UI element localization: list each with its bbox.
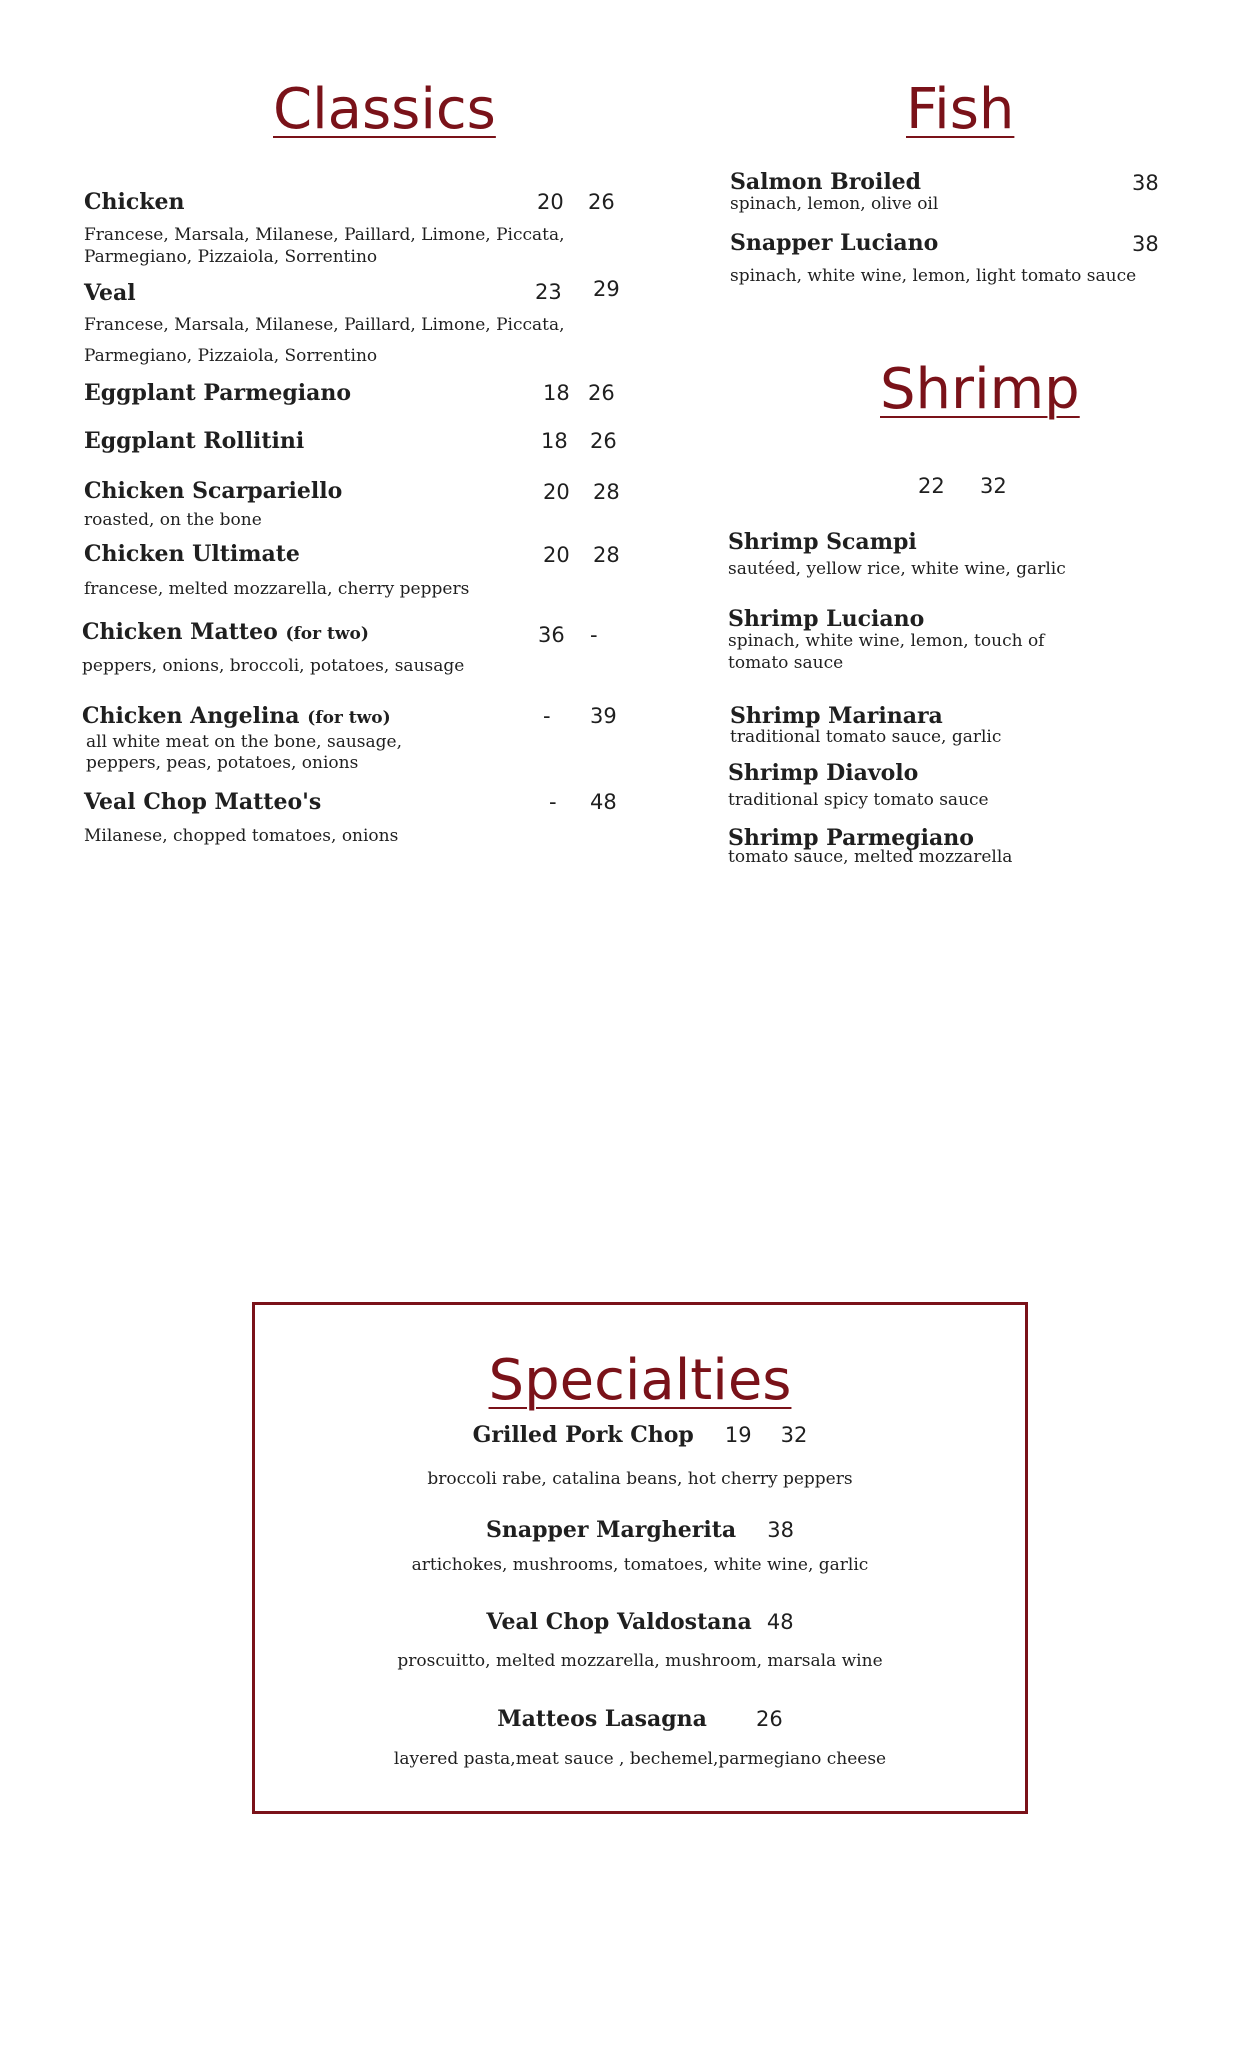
item-name: Chicken Ultimate	[84, 541, 300, 567]
section-price: 32	[980, 474, 1007, 498]
item-description: traditional tomato sauce, garlic	[730, 727, 1002, 747]
item-price: -	[543, 704, 551, 728]
item-description: tomato sauce, melted mozzarella	[728, 847, 1013, 867]
item-description: francese, melted mozzarella, cherry peppers	[84, 579, 470, 599]
item-price: 39	[590, 704, 617, 728]
item-name: Veal Chop Matteo's	[84, 789, 322, 815]
item-price: 28	[593, 480, 620, 504]
item-description: peppers, onions, broccoli, potatoes, sausage	[82, 656, 465, 676]
item-note: (for two)	[285, 624, 369, 644]
specialties-box	[252, 1302, 1028, 1814]
item-price: 20	[543, 480, 570, 504]
item-price: 18	[541, 429, 568, 453]
item-name	[82, 620, 369, 644]
item-name: Salmon Broiled	[730, 169, 922, 195]
item-price: 48	[766, 1610, 794, 1634]
item-description: layered pasta,meat sauce , bechemel,parmegiano cheese	[393, 1749, 887, 1769]
item-name	[82, 704, 391, 728]
item-price: 19	[724, 1423, 752, 1447]
item-price: 36	[538, 623, 565, 647]
item-price: 26	[590, 429, 617, 453]
item-description: Parmegiano, Pizzaiola, Sorrentino	[84, 346, 378, 366]
item-price: 26	[756, 1707, 783, 1731]
shrimp-heading: Shrimp	[880, 357, 1080, 422]
section-price: 22	[918, 474, 945, 498]
item-description: spinach, white wine, lemon, touch of	[728, 631, 1045, 651]
item-description: sautéed, yellow rice, white wine, garlic	[728, 559, 1066, 579]
fish-heading: Fish	[906, 77, 1015, 142]
item-description: Francese, Marsala, Milanese, Paillard, Limone, Piccata,	[84, 225, 565, 245]
item-price: 28	[593, 543, 620, 567]
item-description: traditional spicy tomato sauce	[728, 790, 989, 810]
item-name: Shrimp Scampi	[728, 529, 917, 555]
item-name: Chicken	[84, 189, 185, 215]
item-title-row	[255, 1423, 1025, 1447]
item-description: Milanese, chopped tomatoes, onions	[84, 826, 399, 846]
item-name: Shrimp Marinara	[730, 703, 943, 729]
item-name: Shrimp Parmegiano	[728, 825, 974, 851]
item-price: -	[590, 623, 598, 647]
item-name: Eggplant Parmegiano	[84, 380, 352, 406]
item-description: roasted, on the bone	[84, 510, 262, 530]
item-description: proscuitto, melted mozzarella, mushroom, marsala wine	[397, 1651, 883, 1671]
item-price: -	[549, 790, 557, 814]
item-price: 38	[767, 1518, 794, 1542]
item-name: Grilled Pork Chop	[472, 1422, 694, 1448]
item-name: Shrimp Diavolo	[728, 760, 919, 786]
item-title-row	[255, 1518, 1025, 1542]
item-name: Matteos Lasagna	[497, 1706, 707, 1732]
item-name: Shrimp Luciano	[728, 606, 925, 632]
item-title-row	[255, 1610, 1025, 1634]
item-description: Parmegiano, Pizzaiola, Sorrentino	[84, 247, 378, 267]
item-price: 38	[1132, 232, 1159, 256]
item-description: spinach, white wine, lemon, light tomato sauce	[730, 266, 1137, 286]
item-description: peppers, peas, potatoes, onions	[86, 753, 359, 773]
item-description: broccoli rabe, catalina beans, hot cherry peppers	[427, 1469, 853, 1489]
item-name: Snapper Margherita	[486, 1517, 737, 1543]
item-name-text: Chicken Angelina	[82, 703, 300, 729]
item-price: 20	[537, 190, 564, 214]
item-name: Chicken Scarpariello	[84, 478, 343, 504]
item-note: (for two)	[307, 708, 391, 728]
item-name: Veal Chop Valdostana	[486, 1609, 752, 1635]
item-price: 29	[593, 277, 620, 301]
item-price: 20	[543, 543, 570, 567]
item-price: 18	[543, 381, 570, 405]
item-name: Veal	[84, 280, 136, 306]
item-name: Snapper Luciano	[730, 230, 939, 256]
item-description: spinach, lemon, olive oil	[730, 194, 939, 214]
item-description: all white meat on the bone, sausage,	[86, 732, 402, 752]
item-price: 48	[590, 790, 617, 814]
item-price: 23	[535, 280, 562, 304]
item-name: Eggplant Rollitini	[84, 428, 305, 454]
item-description: tomato sauce	[728, 653, 844, 673]
item-title-row	[255, 1707, 1025, 1731]
item-price: 26	[588, 381, 615, 405]
item-name-text: Chicken Matteo	[82, 619, 278, 645]
item-description: Francese, Marsala, Milanese, Paillard, Limone, Piccata,	[84, 315, 565, 335]
item-description: artichokes, mushrooms, tomatoes, white wine, garlic	[411, 1555, 869, 1575]
item-price: 32	[780, 1423, 808, 1447]
specialties-heading: Specialties	[488, 1348, 792, 1413]
item-price: 26	[588, 190, 615, 214]
item-price: 38	[1132, 171, 1159, 195]
classics-heading: Classics	[273, 77, 496, 142]
